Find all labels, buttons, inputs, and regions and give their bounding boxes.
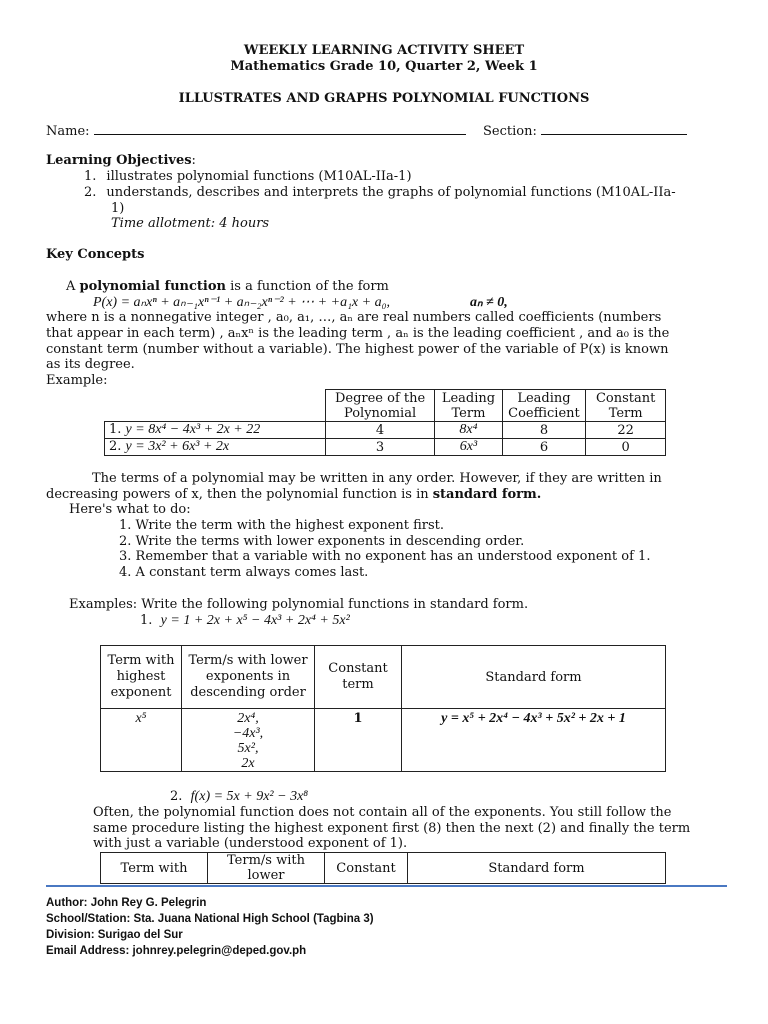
example-2-table — [100, 852, 666, 884]
col-standard-form: Standard form — [402, 646, 666, 709]
col-leading-term: Leading Term — [435, 390, 502, 422]
cell-constant: 1 — [315, 709, 402, 772]
objective-2-cont: 1) — [111, 201, 125, 216]
col-constant: Constant — [325, 853, 408, 884]
col-lower-terms: Term/s with lower exponents in descending order — [182, 646, 315, 709]
key-concepts-heading: Key Concepts — [46, 247, 145, 262]
standard-form-table — [100, 645, 666, 772]
footer-email: Email Address: johnrey.pelegrin@deped.gov.ph — [46, 945, 307, 957]
row-degree: 3 — [325, 439, 435, 456]
example-table — [104, 389, 666, 456]
definition-paragraph-line1: where n is a nonnegative integer , a₀, a₁, …, aₙ are real numbers called coefficients (numbers — [46, 310, 662, 325]
objective-2: 2. understands, describes and interprets the graphs of polynomial functions (M10AL-IIa- — [84, 185, 676, 200]
col-term-with: Term with — [101, 853, 208, 884]
row-leading-coefficient: 8 — [502, 422, 586, 439]
cell-highest: x⁵ — [101, 709, 182, 772]
step-4: 4. A constant term always comes last. — [119, 565, 369, 580]
row-equation: 1. y = 8x⁴ − 4x³ + 2x + 22 — [105, 422, 326, 439]
name-field[interactable] — [46, 122, 466, 139]
row-degree: 4 — [325, 422, 435, 439]
col-constant-term: Constant Term — [586, 390, 666, 422]
footer-division: Division: Surigao del Sur — [46, 929, 183, 941]
steps-intro: Here's what to do: — [69, 502, 191, 517]
objective-1: 1. illustrates polynomial functions (M10AL-IIa-1) — [84, 169, 412, 184]
table-row — [105, 439, 666, 456]
footer-rule — [46, 885, 727, 887]
example-1: 1. y = 1 + 2x + x⁵ − 4x³ + 2x⁴ + 5x² — [140, 613, 350, 628]
example-2: 2. f(x) = 5x + 9x² − 3x⁸ — [170, 789, 309, 804]
footer-school: School/Station: Sta. Juana National High School (Tagbina 3) — [46, 913, 374, 925]
sheet-title-line2: Mathematics Grade 10, Quarter 2, Week 1 — [230, 59, 538, 74]
definition-paragraph-line4: as its degree. — [46, 357, 135, 372]
row-leading-coefficient: 6 — [502, 439, 586, 456]
blank-corner — [105, 390, 326, 422]
definition-paragraph-line3: constant term (number without a variable). The highest power of the variable of P(x) is known — [46, 342, 669, 357]
sf-table-header — [101, 646, 666, 709]
standard-form-para-line1: The terms of a polynomial may be written in any order. However, if they are written in — [92, 471, 662, 486]
example-2-para-line2: same procedure listing the highest exponent first (8) then the next (2) and finally the term — [93, 821, 691, 836]
example-2-para-line3: with just a variable (understood exponent of 1). — [93, 836, 408, 851]
col-standard-form: Standard form — [408, 853, 666, 884]
col-highest-term: Term with highest exponent — [101, 646, 182, 709]
table-row — [105, 422, 666, 439]
table-row — [101, 709, 666, 772]
standard-form-para-line2: decreasing powers of x, then the polynomial function is in standard form. — [46, 487, 542, 502]
col-leading-coefficient: Leading Coefficient — [502, 390, 586, 422]
section-blank[interactable] — [541, 122, 687, 135]
objectives-heading: Learning Objectives: — [46, 153, 196, 168]
row-constant: 22 — [586, 422, 666, 439]
example-2-para-line1: Often, the polynomial function does not contain all of the exponents. You still follow the — [93, 805, 672, 820]
row-constant: 0 — [586, 439, 666, 456]
footer-author: Author: John Rey G. Pelegrin — [46, 897, 207, 909]
col-lower-terms: Term/s with lower — [208, 853, 325, 884]
step-3: 3. Remember that a variable with no exponent has an understood exponent of 1. — [119, 549, 651, 564]
polynomial-formula: P(x) = aₙxⁿ + aₙ₋₁xⁿ⁻¹ + aₙ₋₂xⁿ⁻² + ⋯ + +a₁x + a₀, — [93, 295, 390, 310]
row-equation: 2. y = 3x² + 6x³ + 2x — [105, 439, 326, 456]
step-1: 1. Write the term with the highest exponent first. — [119, 518, 445, 533]
lesson-title: ILLUSTRATES AND GRAPHS POLYNOMIAL FUNCTIONS — [178, 91, 590, 106]
definition-paragraph-line2: that appear in each term) , aₙxⁿ is the leading term , aₙ is the leading coefficient , and a₀ is the — [46, 326, 670, 341]
row-leading-term: 6x³ — [435, 439, 502, 456]
example-table-header — [105, 390, 666, 422]
ex2-table-header — [101, 853, 666, 884]
cell-lower: 2x⁴, −4x³, 5x², 2x — [182, 709, 315, 772]
cell-standard: y = x⁵ + 2x⁴ − 4x³ + 5x² + 2x + 1 — [402, 709, 666, 772]
name-blank[interactable] — [94, 122, 466, 135]
formula-condition: aₙ ≠ 0, — [470, 295, 508, 310]
col-degree: Degree of the Polynomial — [325, 390, 435, 422]
examples-intro: Examples: Write the following polynomial functions in standard form. — [69, 597, 529, 612]
section-label: Section: — [483, 124, 537, 139]
row-leading-term: 8x⁴ — [435, 422, 502, 439]
col-constant: Constant term — [315, 646, 402, 709]
section-field[interactable] — [483, 122, 687, 139]
example-label: Example: — [46, 373, 108, 388]
definition-line: A polynomial function is a function of the form — [66, 279, 389, 294]
name-label: Name: — [46, 124, 90, 139]
time-allotment: Time allotment: 4 hours — [111, 216, 270, 231]
sheet-title-line1: WEEKLY LEARNING ACTIVITY SHEET — [243, 43, 525, 58]
step-2: 2. Write the terms with lower exponents in descending order. — [119, 534, 525, 549]
